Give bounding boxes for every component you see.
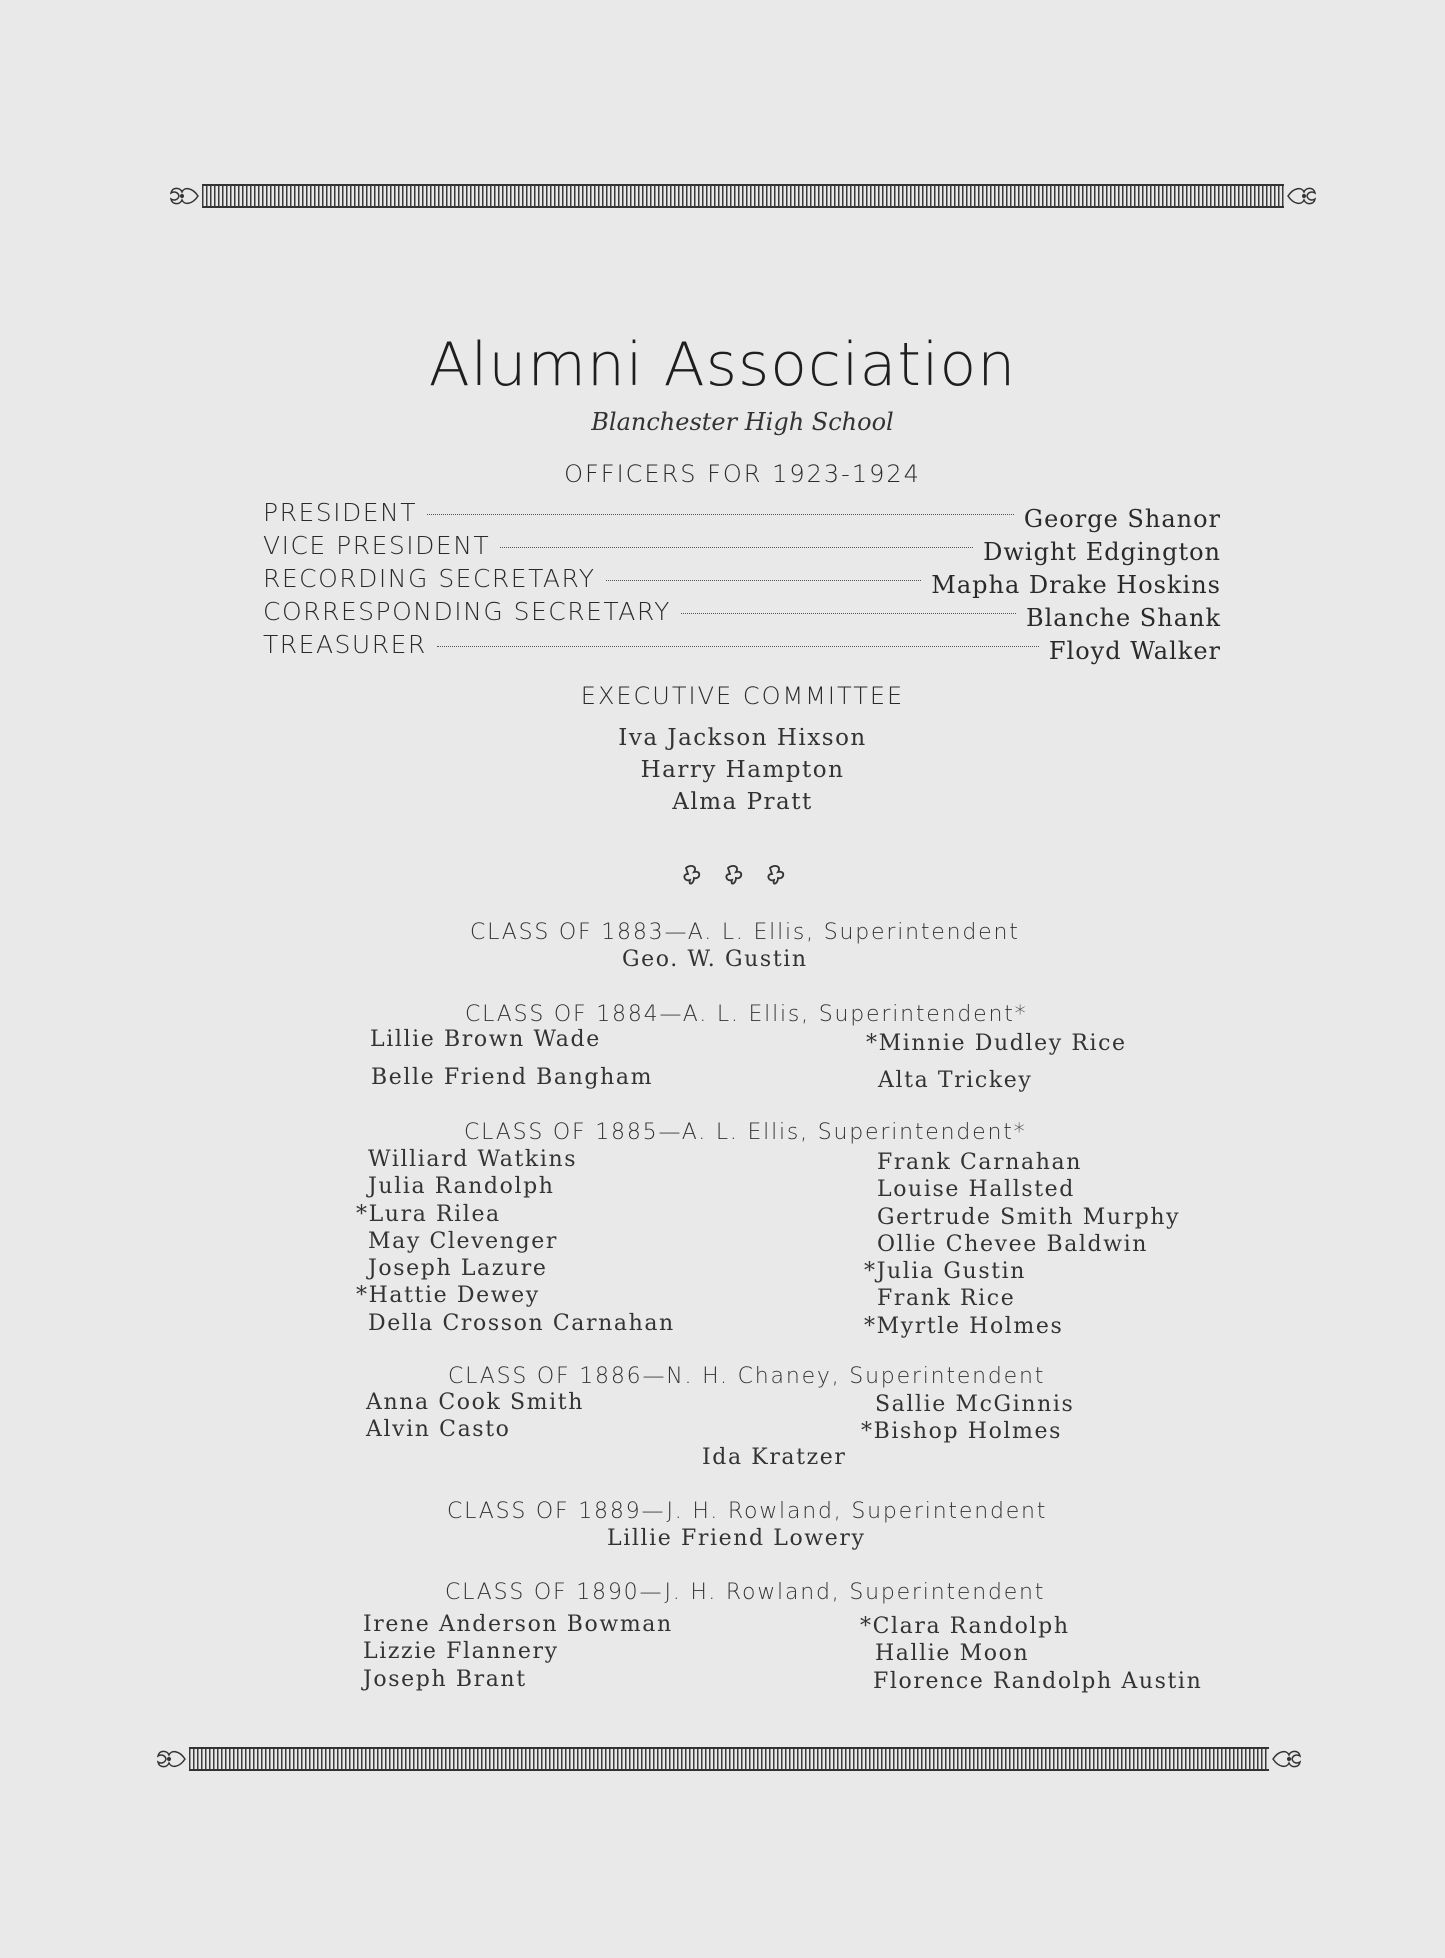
class-1890-member: Lizzie Flannery (363, 1639, 559, 1665)
class-1890-member: Hallie Moon (875, 1641, 1030, 1667)
page-title: Alumni Association (428, 330, 1017, 400)
officer-role: CORRESPONDING SECRETARY (263, 597, 671, 626)
class-1884-member: *Minnie Dudley Rice (866, 1031, 1127, 1056)
committee-member: Iva Jackson Hixson (618, 725, 867, 751)
class-1885-member: Julia Randolph (368, 1174, 555, 1200)
fleurons-divider-icon (680, 862, 800, 892)
officer-name: Blanche Shank (1025, 604, 1221, 632)
class-1885-member: Louise Hallsted (877, 1177, 1075, 1203)
fleuron-ornament-icon (168, 181, 202, 211)
class-1890-member: Joseph Brant (363, 1666, 527, 1692)
top-ornamental-rule (168, 181, 1318, 211)
class-1883-member: Geo. W. Gustin (622, 947, 808, 972)
class-1885-member: May Clevenger (368, 1228, 558, 1254)
class-1885-member: *Lura Rilea (356, 1201, 501, 1227)
class-1890-member: *Clara Randolph (860, 1614, 1070, 1639)
class-1885-member: Ollie Chevee Baldwin (877, 1231, 1149, 1257)
officer-row (263, 630, 1221, 663)
class-1886-member: Sallie McGinnis (875, 1392, 1075, 1417)
fleuron-ornament-icon (155, 1744, 189, 1774)
fleuron-ornament-icon (1269, 1744, 1303, 1774)
officers-heading: OFFICERS FOR 1923-1924 (564, 460, 921, 488)
officer-name: Dwight Edgington (983, 538, 1221, 566)
fleuron-ornament-icon (1284, 181, 1318, 211)
class-1886-member: Alvin Casto (366, 1417, 511, 1442)
officer-role: TREASURER (263, 630, 427, 659)
dot-leader (500, 547, 973, 548)
hatched-bar (189, 1747, 1269, 1771)
class-1885-heading: CLASS OF 1885—A. L. Ellis, Superintendent* (464, 1120, 1027, 1145)
class-1884-heading: CLASS OF 1884—A. L. Ellis, Superintendent* (465, 1002, 1028, 1027)
dot-leader (606, 580, 922, 581)
officer-role: PRESIDENT (263, 498, 418, 527)
officer-role: RECORDING SECRETARY (263, 564, 596, 593)
dot-leader (681, 613, 1016, 614)
bottom-ornamental-rule (155, 1744, 1303, 1774)
class-1890-member: Irene Anderson Bowman (363, 1612, 673, 1637)
class-1885-member: *Myrtle Holmes (864, 1313, 1064, 1339)
officers-list (263, 498, 1221, 663)
class-1890-left-column (363, 1611, 673, 1693)
committee-member: Alma Pratt (672, 789, 813, 815)
class-1890-heading: CLASS OF 1890—J. H. Rowland, Superintendent (445, 1580, 1046, 1605)
class-1885-member: Joseph Lazure (368, 1256, 548, 1282)
officer-name: Floyd Walker (1048, 637, 1221, 665)
class-1889-member: Lillie Friend Lowery (607, 1526, 866, 1551)
class-1885-member: Frank Rice (877, 1286, 1016, 1312)
officer-name: George Shanor (1023, 505, 1221, 533)
class-1884-member: Alta Trickey (878, 1068, 1033, 1093)
officer-role: VICE PRESIDENT (263, 531, 491, 560)
hatched-bar (202, 184, 1284, 208)
officer-name: Mapha Drake Hoskins (931, 571, 1221, 599)
dot-leader (437, 646, 1039, 647)
class-1885-member: *Julia Gustin (864, 1259, 1027, 1285)
class-1884-member: Belle Friend Bangham (371, 1065, 654, 1090)
page-subtitle: Blanchester High School (591, 408, 894, 436)
committee-list (0, 722, 1445, 818)
class-1885-member: Della Crosson Carnahan (368, 1310, 675, 1336)
class-1889-heading: CLASS OF 1889—J. H. Rowland, Superintendent (447, 1499, 1048, 1524)
officer-row (263, 564, 1221, 597)
class-1885-member: Frank Carnahan (877, 1150, 1082, 1175)
class-1886-member: Anna Cook Smith (366, 1390, 584, 1415)
class-1885-left-column (356, 1146, 675, 1337)
class-1885-member: *Hattie Dewey (356, 1283, 540, 1309)
class-1886-member: Ida Kratzer (702, 1445, 847, 1470)
class-1883-heading: CLASS OF 1883—A. L. Ellis, Superintendent (470, 920, 1020, 945)
class-1885-member: Gertrude Smith Murphy (877, 1204, 1181, 1230)
committee-member: Harry Hampton (640, 757, 845, 783)
class-1890-right-column (860, 1613, 1202, 1695)
class-1885-member: Williard Watkins (368, 1147, 578, 1172)
committee-heading: EXECUTIVE COMMITTEE (580, 682, 905, 710)
officer-row (263, 597, 1221, 630)
officer-row (263, 531, 1221, 564)
class-1890-member: Florence Randolph Austin (873, 1668, 1203, 1694)
class-1886-member: *Bishop Holmes (861, 1419, 1063, 1444)
class-1885-right-column (864, 1149, 1180, 1340)
officer-row (263, 498, 1221, 531)
class-1884-member: Lillie Brown Wade (370, 1027, 601, 1052)
class-1886-heading: CLASS OF 1886—N. H. Chaney, Superintendent (448, 1364, 1046, 1389)
dot-leader (427, 514, 1014, 515)
